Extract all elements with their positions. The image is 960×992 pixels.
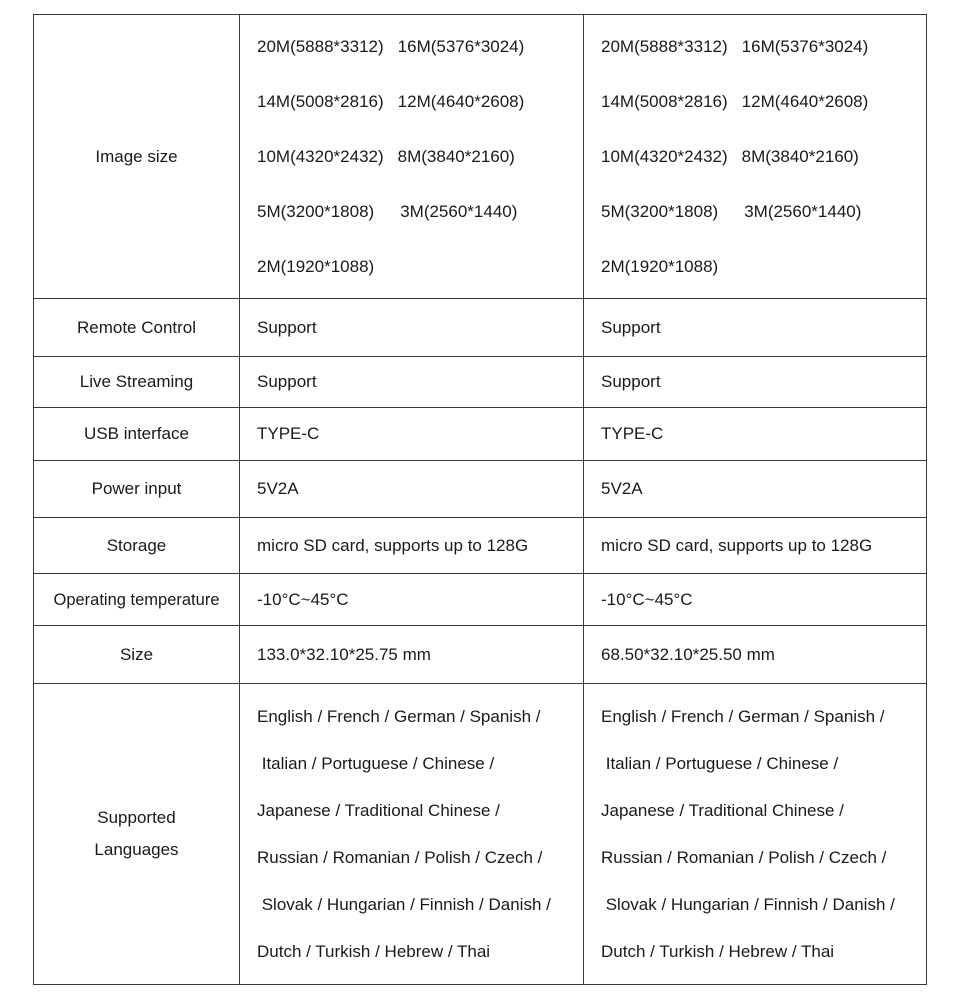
usb-interface-value-a: TYPE-C (240, 408, 584, 461)
spec-table (33, 14, 927, 985)
image-size-cell-a (240, 15, 584, 299)
language-line: Italian / Portuguese / Chinese / (257, 754, 495, 773)
resolution-item: 20M(5888*3312) (601, 37, 728, 56)
table-row-power-input (34, 461, 927, 518)
table-row-remote-control (34, 299, 927, 357)
language-line: Japanese / Traditional Chinese / (257, 801, 500, 820)
language-line: Slovak / Hungarian / Finnish / Danish / (601, 895, 895, 914)
resolution-item: 12M(4640*2608) (741, 92, 869, 111)
language-line: English / French / German / Spanish / (601, 707, 885, 726)
resolution-item: 8M(3840*2160) (397, 147, 515, 166)
row-label-operating-temperature: Operating temperature (34, 574, 240, 626)
live-streaming-value-a: Support (240, 357, 584, 408)
resolution-item: 5M(3200*1808) (601, 202, 719, 221)
usb-interface-value-b: TYPE-C (584, 408, 927, 461)
table-row-image-size (34, 15, 927, 299)
language-line: Slovak / Hungarian / Finnish / Danish / (257, 895, 551, 914)
resolution-item: 2M(1920*1088) (601, 257, 719, 276)
language-line: Japanese / Traditional Chinese / (601, 801, 844, 820)
language-line: Italian / Portuguese / Chinese / (601, 754, 839, 773)
row-label-storage: Storage (34, 518, 240, 574)
resolution-item: 20M(5888*3312) (257, 37, 384, 56)
row-label-remote-control: Remote Control (34, 299, 240, 357)
language-line: Russian / Romanian / Polish / Czech / (601, 848, 887, 867)
table-row-usb-interface (34, 408, 927, 461)
resolution-item: 2M(1920*1088) (257, 257, 375, 276)
row-label-usb-interface: USB interface (34, 408, 240, 461)
language-line: Dutch / Turkish / Hebrew / Thai (257, 942, 491, 961)
operating-temperature-value-a: -10°C~45°C (240, 574, 584, 626)
table-row-supported-languages (34, 684, 927, 985)
storage-value-a: micro SD card, supports up to 128G (240, 518, 584, 574)
table-row-operating-temperature (34, 574, 927, 626)
resolution-item: 12M(4640*2608) (397, 92, 525, 111)
resolution-item: 5M(3200*1808) (257, 202, 375, 221)
language-line: Dutch / Turkish / Hebrew / Thai (601, 942, 835, 961)
row-label-power-input: Power input (34, 461, 240, 518)
resolution-item: 16M(5376*3024) (741, 37, 869, 56)
resolution-item: 8M(3840*2160) (741, 147, 859, 166)
languages-cell-b (584, 684, 927, 985)
remote-control-value-a: Support (240, 299, 584, 357)
resolution-item: 14M(5008*2816) (601, 92, 728, 111)
table-row-size (34, 626, 927, 684)
resolution-item: 3M(2560*1440) (744, 202, 862, 221)
operating-temperature-value-b: -10°C~45°C (584, 574, 927, 626)
language-line: Russian / Romanian / Polish / Czech / (257, 848, 543, 867)
table-row-live-streaming (34, 357, 927, 408)
row-label-image-size: Image size (34, 15, 240, 299)
languages-cell-a (240, 684, 584, 985)
power-input-value-a: 5V2A (240, 461, 584, 518)
live-streaming-value-b: Support (584, 357, 927, 408)
language-line: English / French / German / Spanish / (257, 707, 541, 726)
row-label-supported-languages: Supported Languages (94, 808, 179, 859)
size-value-a: 133.0*32.10*25.75 mm (240, 626, 584, 684)
resolution-item: 14M(5008*2816) (257, 92, 384, 111)
remote-control-value-b: Support (584, 299, 927, 357)
table-row-storage (34, 518, 927, 574)
row-label-size: Size (34, 626, 240, 684)
resolution-item: 3M(2560*1440) (400, 202, 518, 221)
image-size-cell-b (584, 15, 927, 299)
size-value-b: 68.50*32.10*25.50 mm (584, 626, 927, 684)
resolution-item: 10M(4320*2432) (257, 147, 384, 166)
storage-value-b: micro SD card, supports up to 128G (584, 518, 927, 574)
resolution-item: 16M(5376*3024) (397, 37, 525, 56)
row-label-live-streaming: Live Streaming (34, 357, 240, 408)
power-input-value-b: 5V2A (584, 461, 927, 518)
resolution-item: 10M(4320*2432) (601, 147, 728, 166)
